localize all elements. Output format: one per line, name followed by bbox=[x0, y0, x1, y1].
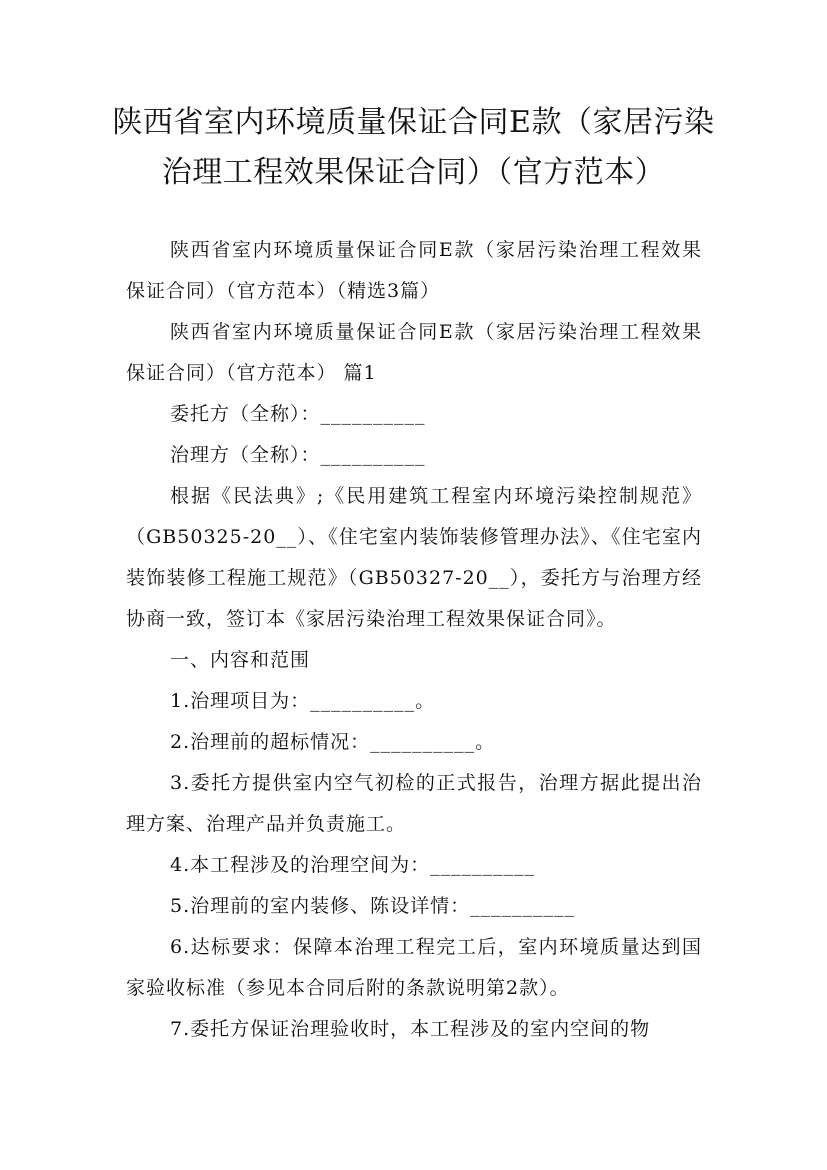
paragraph-item-2: 2.治理前的超标情况：__________。 bbox=[170, 731, 496, 753]
paragraph-item-6: 6.达标要求：保障本治理工程完工后，室内环境质量达到国家验收标准（参见本合同后附的条款说明第2款）。 bbox=[126, 936, 702, 999]
paragraph-contractor-name: 治理方（全称）：__________ bbox=[170, 444, 426, 466]
document-body bbox=[126, 230, 702, 1050]
paragraph-item-1: 1.治理项目为：__________。 bbox=[170, 690, 436, 712]
paragraph-item-7: 7.委托方保证治理验收时，本工程涉及的室内空间的物 bbox=[170, 1018, 651, 1040]
document-title: 陕西省室内环境质量保证合同E款（家居污染治理工程效果保证合同）（官方范本） bbox=[112, 105, 715, 190]
paragraph-section-heading: 一、内容和范围 bbox=[170, 649, 311, 671]
paragraph-item-3: 3.委托方提供室内空气初检的正式报告，治理方据此提出治理方案、治理产品并负责施工。 bbox=[126, 772, 702, 835]
paragraph-item-5: 5.治理前的室内装修、陈设详情：__________ bbox=[170, 895, 576, 917]
paragraph-collection-heading: 陕西省室内环境质量保证合同E款（家居污染治理工程效果保证合同）（官方范本）（精选3篇） bbox=[126, 239, 702, 302]
paragraph-legal-basis: 根据《民法典》;《民用建筑工程室内环境污染控制规范》（GB50325-20__）、《住宅室内装饰装修管理办法》、《住宅室内装饰装修工程施工规范》（GB50327-20__），委托方与治理方经协商一致，签订本《家居污染治理工程效果保证合同》。 bbox=[126, 485, 702, 630]
paragraph-item-4: 4.本工程涉及的治理空间为：__________ bbox=[170, 854, 536, 876]
paragraph-client-name: 委托方（全称）：__________ bbox=[170, 403, 426, 425]
paragraph-article-heading: 陕西省室内环境质量保证合同E款（家居污染治理工程效果保证合同）（官方范本） 篇1 bbox=[126, 321, 702, 384]
